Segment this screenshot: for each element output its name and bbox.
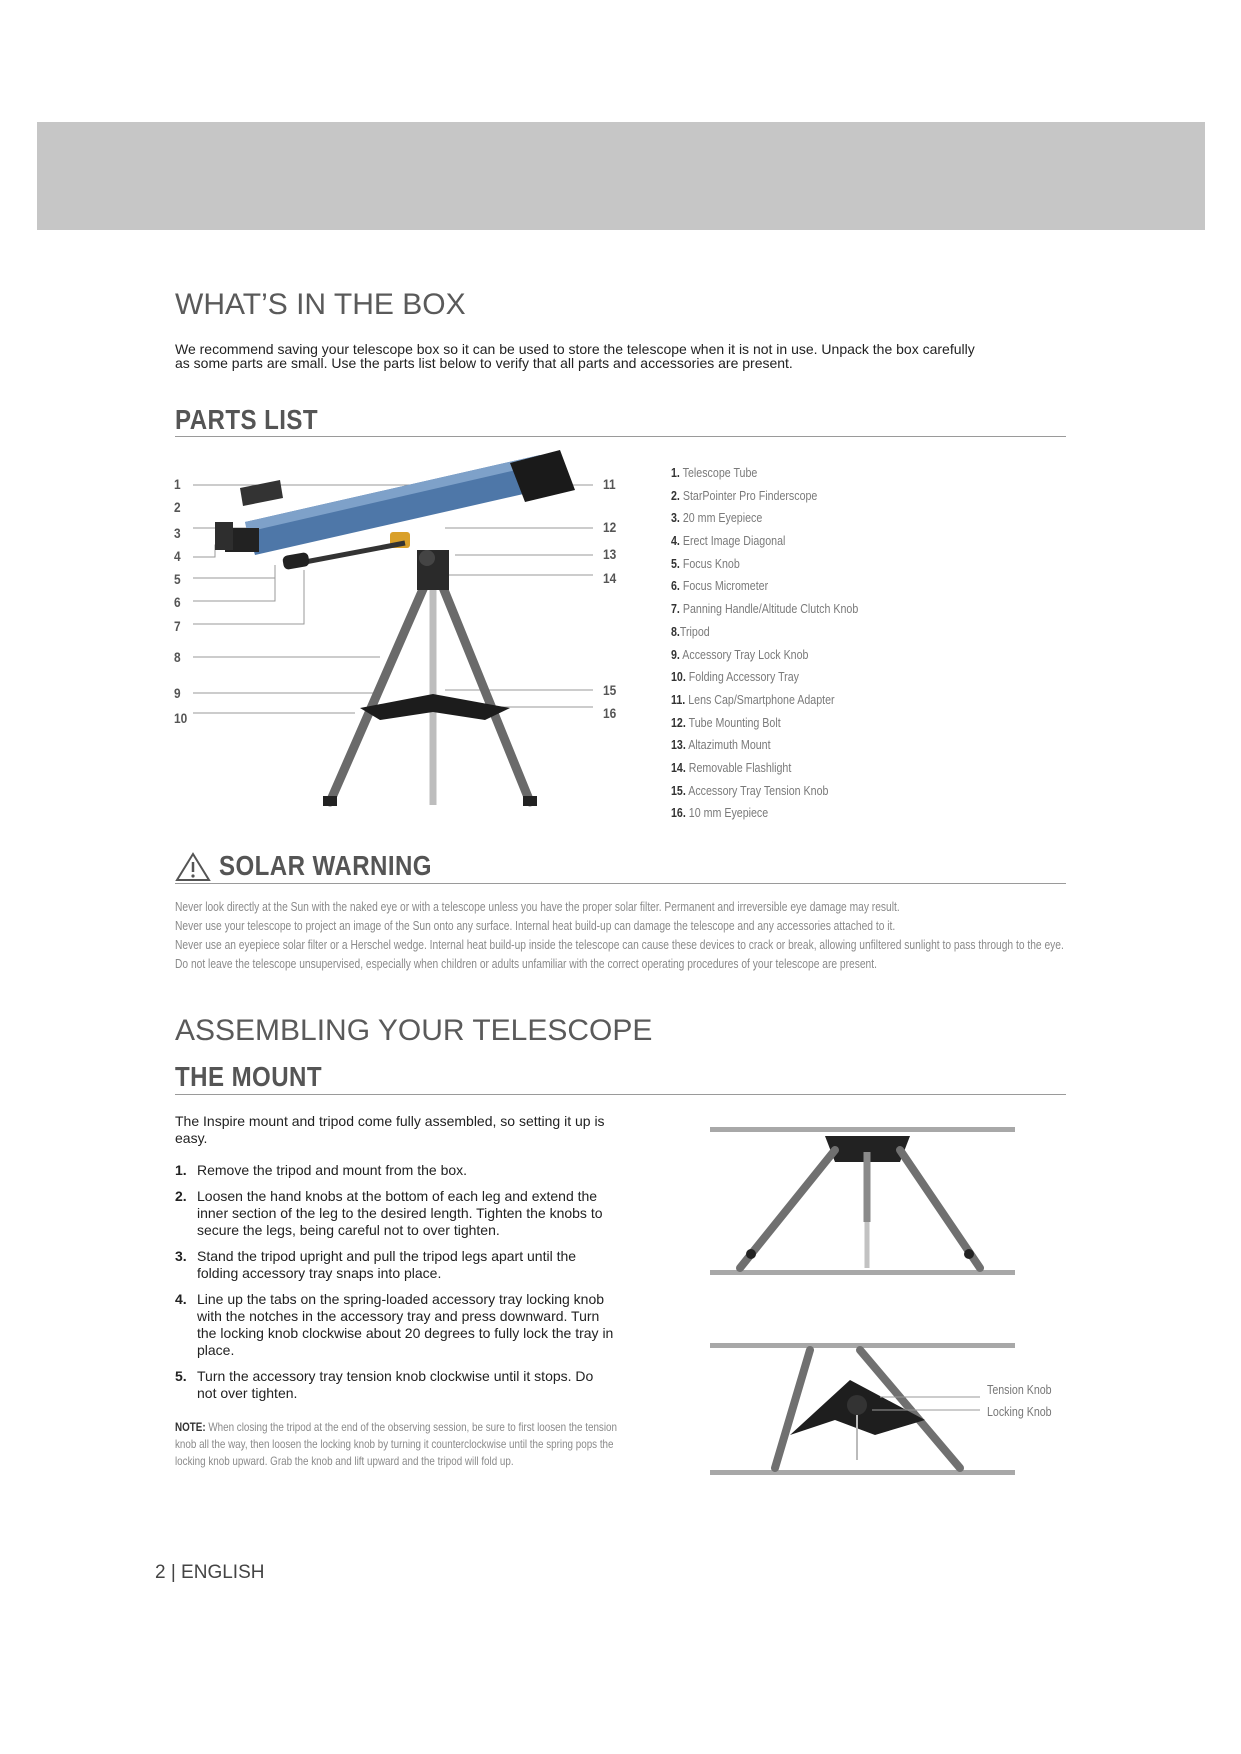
callout-number: 7 — [174, 618, 181, 634]
warning-line: Never use an eyepiece solar filter or a Herschel wedge. Internal heat build-up inside the telescope can cause these devices to crack or break, allowing unfiltered sunlight to pass through to the eye. — [175, 938, 1064, 952]
callout-number: 11 — [603, 476, 616, 492]
the-mount-subtitle: THE MOUNT — [175, 1061, 323, 1092]
callout-number: 10 — [174, 710, 188, 726]
parts-list-item: 14. Removable Flashlight — [671, 759, 792, 775]
whats-in-box-title: WHAT’S IN THE BOX — [175, 288, 466, 321]
mount-intro: The Inspire mount and tripod come fully assembled, so setting it up is easy. — [175, 1113, 605, 1146]
telescope-illustration — [165, 450, 645, 815]
callout-number: 14 — [603, 570, 617, 586]
callout-number: 6 — [174, 594, 181, 610]
warning-line: Never look directly at the Sun with the naked eye or with a telescope unless you have the proper solar filter. Permanent and irreversible eye damage may result. — [175, 900, 900, 914]
tripod-legs-figure — [710, 1122, 1020, 1278]
the-mount-rule — [175, 1094, 1066, 1095]
intro-line-1: We recommend saving your telescope box so it can be used to store the telescope when it is not in use. Unpack the box carefully — [175, 341, 975, 357]
parts-list-item: 6. Focus Micrometer — [671, 578, 769, 594]
assembly-steps — [175, 1162, 615, 1411]
parts-list-item: 7. Panning Handle/Altitude Clutch Knob — [671, 601, 859, 617]
callout-number: 15 — [603, 682, 617, 698]
solar-warning-title: SOLAR WARNING — [219, 850, 432, 881]
step-item: 1. Remove the tripod and mount from the box. — [175, 1162, 468, 1178]
callout-number: 3 — [174, 525, 181, 541]
step-item: 4. Line up the tabs on the spring-loaded accessory tray locking knob with the notches in the accessory tray and press downward. Turn the locking knob clockwise about 20 degrees to fully lock the tray in place. — [175, 1291, 614, 1358]
callout-number: 12 — [603, 519, 617, 535]
intro-line-2: as some parts are small. Use the parts list below to verify that all parts and accessories are present. — [175, 355, 793, 371]
parts-list-item: 5. Focus Knob — [671, 555, 740, 571]
parts-list-item: 2. StarPointer Pro Finderscope — [671, 487, 818, 503]
note-block — [175, 1419, 635, 1470]
parts-list-item: 8.Tripod — [671, 623, 710, 639]
locking-knob-label: Locking Knob — [987, 1404, 1052, 1419]
callout-number: 13 — [603, 546, 617, 562]
parts-list-item: 9. Accessory Tray Lock Knob — [671, 646, 809, 662]
note-label: NOTE: — [175, 1420, 206, 1434]
parts-list-item: 11. Lens Cap/Smartphone Adapter — [671, 691, 835, 707]
step-item: 5. Turn the accessory tray tension knob clockwise until it stops. Do not over tighten. — [175, 1368, 594, 1401]
parts-list — [671, 462, 899, 825]
callout-number: 4 — [174, 548, 181, 564]
page-footer: 2 | ENGLISH — [155, 1562, 265, 1583]
assembling-title: ASSEMBLING YOUR TELESCOPE — [175, 1014, 653, 1047]
warning-line: Do not leave the telescope unsupervised, especially when children or adults unfamiliar with the correct operating procedures of your telescope are present. — [175, 957, 877, 971]
callout-number: 8 — [174, 649, 181, 665]
parts-list-item: 13. Altazimuth Mount — [671, 737, 771, 753]
callout-number: 2 — [174, 499, 181, 515]
callout-number: 5 — [174, 571, 181, 587]
parts-list-item: 10. Folding Accessory Tray — [671, 669, 799, 685]
parts-list-rule — [175, 436, 1066, 437]
parts-list-item: 15. Accessory Tray Tension Knob — [671, 782, 829, 798]
step-item: 3. Stand the tripod upright and pull the tripod legs apart until the folding accessory tray snaps into place. — [175, 1248, 577, 1281]
note-text: When closing the tripod at the end of the observing session, be sure to first loosen the tension knob all the way, then loosen the locking knob by turning it counterclockwise until the spring pops the locking knob upward. Grab the knob and lift upward and the tripod will fold up. — [175, 1420, 617, 1468]
warning-line: Never use your telescope to project an image of the Sun onto any surface. Internal heat build-up can damage the telescope and any accessories attached to it. — [175, 919, 896, 933]
parts-list-title: PARTS LIST — [175, 404, 318, 435]
callout-number: 1 — [174, 476, 181, 492]
parts-list-item: 4. Erect Image Diagonal — [671, 533, 786, 549]
parts-list-item: 12. Tube Mounting Bolt — [671, 714, 781, 730]
parts-list-item: 1. Telescope Tube — [671, 465, 758, 480]
tension-knob-label: Tension Knob — [987, 1382, 1052, 1397]
callout-number: 9 — [174, 685, 181, 701]
callout-number: 16 — [603, 705, 617, 721]
header-banner — [37, 122, 1205, 230]
intro-paragraph — [175, 342, 1075, 370]
parts-list-item: 16. 10 mm Eyepiece — [671, 805, 769, 821]
warning-icon — [175, 852, 211, 882]
parts-list-item: 3. 20 mm Eyepiece — [671, 510, 763, 526]
solar-warning-rule — [175, 883, 1066, 884]
solar-warning-text — [175, 898, 1075, 974]
step-item: 2. Loosen the hand knobs at the bottom of each leg and extend the inner section of the leg to the desired length. Tighten the knobs to secure the legs, being careful not to over tighten. — [175, 1188, 603, 1238]
